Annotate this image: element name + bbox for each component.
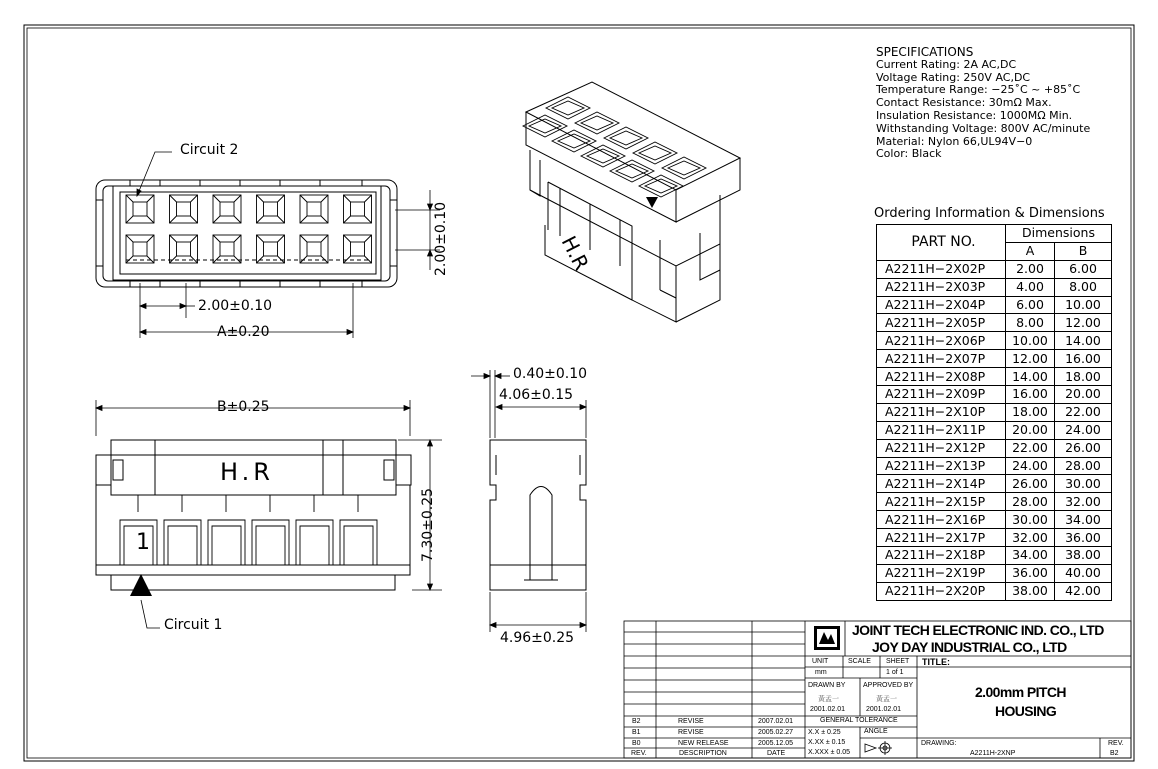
dim-a-cell: 22.00 <box>1006 439 1055 457</box>
cavity <box>126 195 154 223</box>
approved-date: 2001.02.01 <box>866 706 902 713</box>
cavity <box>126 235 154 263</box>
scale-label: SCALE <box>848 658 871 665</box>
general-tolerance: GENERAL TOLERANCE <box>820 717 898 724</box>
front-mark: H.R <box>220 458 274 486</box>
specifications-heading: SPECIFICATIONS <box>876 45 974 59</box>
iso-cavity <box>523 115 567 137</box>
title-label: TITLE: <box>922 657 950 667</box>
part-number-cell: A2211H−2X13P <box>877 457 1006 475</box>
dim-a-cell: 34.00 <box>1006 547 1055 565</box>
ordering-row <box>877 296 1112 314</box>
date-head: DATE <box>767 750 786 757</box>
header-a: A <box>1006 242 1055 260</box>
dim-a-cell: 2.00 <box>1006 260 1055 278</box>
rev-value: B2 <box>1110 750 1119 757</box>
cavity <box>170 235 198 263</box>
cavity <box>344 195 372 223</box>
dim-b-cell: 6.00 <box>1055 260 1112 278</box>
dim-b-cell: 10.00 <box>1055 296 1112 314</box>
ordering-row <box>877 314 1112 332</box>
dim-b-label: B±0.25 <box>217 399 270 415</box>
part-number-cell: A2211H−2X17P <box>877 529 1006 547</box>
cavity <box>300 235 328 263</box>
part-number-cell: A2211H−2X02P <box>877 260 1006 278</box>
part-number-cell: A2211H−2X14P <box>877 475 1006 493</box>
terminal-slot <box>296 495 333 565</box>
circuit-2-label: Circuit 2 <box>180 142 239 158</box>
iso-cavity <box>581 145 625 167</box>
spec-line: Voltage Rating: 250V AC,DC <box>876 70 1031 84</box>
spec-line: Current Rating: 2A AC,DC <box>876 57 1017 71</box>
terminal-slot <box>164 495 201 565</box>
terminal-slot <box>208 495 245 565</box>
part-number-cell: A2211H−2X06P <box>877 332 1006 350</box>
iso-cavity <box>633 142 677 164</box>
part-number-cell: A2211H−2X19P <box>877 564 1006 582</box>
approved-by-label: APPROVED BY <box>863 682 914 689</box>
ordering-row <box>877 511 1112 529</box>
iso-cavity <box>604 127 648 149</box>
ordering-table <box>876 224 1112 601</box>
dim-b-cell: 34.00 <box>1055 511 1112 529</box>
dim-b-cell: 38.00 <box>1055 547 1112 565</box>
revision-date: 2005.02.27 <box>758 729 794 736</box>
dim-a-cell: 26.00 <box>1006 475 1055 493</box>
title-line-1: 2.00mm PITCH <box>975 684 1066 700</box>
pin-width-label: 0.40±0.10 <box>513 366 588 382</box>
spec-line: Contact Resistance: 30mΩ Max. <box>876 96 1052 110</box>
dim-a-cell: 18.00 <box>1006 403 1055 421</box>
revision-description: REVISE <box>678 718 704 725</box>
cavity <box>213 195 241 223</box>
revision-description: NEW RELEASE <box>678 740 729 747</box>
ordering-row <box>877 582 1112 600</box>
dim-a-cell: 38.00 <box>1006 582 1055 600</box>
dim-b-cell: 14.00 <box>1055 332 1112 350</box>
cavity <box>170 195 198 223</box>
drawn-date: 2001.02.01 <box>810 706 846 713</box>
dim-a-cell: 8.00 <box>1006 314 1055 332</box>
revision-code: B1 <box>632 729 641 736</box>
title-line-2: HOUSING <box>995 703 1057 719</box>
dim-b-cell: 8.00 <box>1055 278 1112 296</box>
part-number-cell: A2211H−2X11P <box>877 421 1006 439</box>
top-view <box>96 180 397 287</box>
ordering-row <box>877 475 1112 493</box>
isometric-mark: H.R <box>556 232 594 275</box>
revision-code: B2 <box>632 718 641 725</box>
ordering-row <box>877 493 1112 511</box>
company-name-1: JOINT TECH ELECTRONIC IND. CO., LTD <box>852 622 1104 638</box>
dim-b-cell: 22.00 <box>1055 403 1112 421</box>
isometric-cavities <box>523 97 706 197</box>
unit-label: UNIT <box>812 658 829 665</box>
ordering-title: Ordering Information & Dimensions <box>874 206 1105 221</box>
dim-b-cell: 16.00 <box>1055 350 1112 368</box>
description-head: DESCRIPTION <box>679 750 727 757</box>
dim-a-cell: 10.00 <box>1006 332 1055 350</box>
tolerance-3: X.XXX ± 0.05 <box>808 749 850 756</box>
part-number-cell: A2211H−2X18P <box>877 547 1006 565</box>
approved-by-name: 黃孟一 <box>876 696 897 703</box>
ordering-row <box>877 368 1112 386</box>
company-name-2: JOY DAY INDUSTRIAL CO., LTD <box>872 639 1067 655</box>
drawing-no-label: DRAWING: <box>921 740 957 747</box>
spec-line: Material: Nylon 66,UL94V−0 <box>876 134 1033 148</box>
side-view <box>490 440 586 590</box>
ordering-row <box>877 564 1112 582</box>
isometric-view <box>526 82 740 322</box>
top-view-cavities <box>126 195 372 263</box>
side-view-dimensions <box>471 370 586 632</box>
ordering-row <box>877 350 1112 368</box>
depth-bottom-label: 4.96±0.25 <box>500 630 575 646</box>
specifications <box>876 46 1090 161</box>
header-part-no: PART NO. <box>877 225 1006 261</box>
dim-b-cell: 36.00 <box>1055 529 1112 547</box>
ordering-rows <box>877 260 1112 600</box>
header-dimensions: Dimensions <box>1006 225 1112 243</box>
pitch-h-label: 2.00±0.10 <box>198 298 273 314</box>
ordering-row <box>877 457 1112 475</box>
dim-b-cell: 18.00 <box>1055 368 1112 386</box>
drawn-by-name: 黃孟一 <box>818 696 839 703</box>
pitch-v-label: 2.00±0.10 <box>433 201 449 276</box>
dim-b-cell: 12.00 <box>1055 314 1112 332</box>
company-logo <box>814 626 840 650</box>
dim-a-cell: 16.00 <box>1006 386 1055 404</box>
cavity <box>257 235 285 263</box>
angle-label: ANGLE <box>864 728 888 735</box>
dim-a-cell: 4.00 <box>1006 278 1055 296</box>
height-label: 7.30±0.25 <box>420 487 436 562</box>
revision-code: B0 <box>632 740 641 747</box>
spec-line: Withstanding Voltage: 800V AC/minute <box>876 121 1091 135</box>
part-number-cell: A2211H−2X20P <box>877 582 1006 600</box>
ordering-row <box>877 403 1112 421</box>
cavity <box>213 235 241 263</box>
spec-line: Insulation Resistance: 1000MΩ Min. <box>876 108 1073 122</box>
part-number-cell: A2211H−2X12P <box>877 439 1006 457</box>
projection-symbol <box>865 741 892 755</box>
part-number-cell: A2211H−2X08P <box>877 368 1006 386</box>
dim-a-cell: 6.00 <box>1006 296 1055 314</box>
drawn-by-label: DRAWN BY <box>808 682 846 689</box>
dim-a-cell: 14.00 <box>1006 368 1055 386</box>
terminal-slot <box>340 495 377 565</box>
part-number-cell: A2211H−2X15P <box>877 493 1006 511</box>
part-number-cell: A2211H−2X04P <box>877 296 1006 314</box>
circuit-1-label: Circuit 1 <box>164 617 223 633</box>
pin-one-marker <box>130 574 152 596</box>
revision-date: 2005.12.05 <box>758 740 794 747</box>
ordering-row <box>877 529 1112 547</box>
part-number-cell: A2211H−2X09P <box>877 386 1006 404</box>
cavity <box>257 195 285 223</box>
iso-cavity <box>575 112 619 134</box>
dim-a-label: A±0.20 <box>217 324 270 340</box>
isometric-pin-marker <box>646 197 658 208</box>
revision-date: 2007.02.01 <box>758 718 794 725</box>
dim-a-cell: 36.00 <box>1006 564 1055 582</box>
part-number-cell: A2211H−2X03P <box>877 278 1006 296</box>
dim-a-cell: 32.00 <box>1006 529 1055 547</box>
iso-cavity <box>610 160 654 182</box>
spec-line: Temperature Range: −25˚C ~ +85˚C <box>876 83 1081 97</box>
ordering-row <box>877 260 1112 278</box>
dim-b-cell: 26.00 <box>1055 439 1112 457</box>
dim-b-cell: 42.00 <box>1055 582 1112 600</box>
iso-cavity <box>662 157 706 179</box>
ordering-row <box>877 386 1112 404</box>
ordering-row <box>877 439 1112 457</box>
unit-value: mm <box>815 669 827 676</box>
dim-a-cell: 20.00 <box>1006 421 1055 439</box>
dim-b-cell: 32.00 <box>1055 493 1112 511</box>
part-number-cell: A2211H−2X05P <box>877 314 1006 332</box>
terminal-slot <box>252 495 289 565</box>
header-b: B <box>1055 242 1112 260</box>
front-view-slots <box>120 495 377 565</box>
spec-line: Color: Black <box>876 147 942 161</box>
cavity <box>300 195 328 223</box>
dim-b-cell: 40.00 <box>1055 564 1112 582</box>
ordering-row <box>877 547 1112 565</box>
drawing-no: A2211H-2XNP <box>970 750 1016 757</box>
sheet-value: 1 of 1 <box>886 669 904 676</box>
cavity <box>344 235 372 263</box>
ordering-row <box>877 332 1112 350</box>
rev-head: REV. <box>631 750 647 757</box>
dim-b-cell: 20.00 <box>1055 386 1112 404</box>
part-number-cell: A2211H−2X16P <box>877 511 1006 529</box>
pin-one-label: 1 <box>136 530 150 555</box>
dim-b-cell: 28.00 <box>1055 457 1112 475</box>
dim-a-cell: 30.00 <box>1006 511 1055 529</box>
depth-top-label: 4.06±0.15 <box>499 387 574 403</box>
dim-a-cell: 28.00 <box>1006 493 1055 511</box>
dim-b-cell: 30.00 <box>1055 475 1112 493</box>
part-number-cell: A2211H−2X07P <box>877 350 1006 368</box>
dim-a-cell: 12.00 <box>1006 350 1055 368</box>
part-number-cell: A2211H−2X10P <box>877 403 1006 421</box>
rev-label: REV. <box>1108 740 1124 747</box>
ordering-row <box>877 421 1112 439</box>
revision-description: REVISE <box>678 729 704 736</box>
sheet-label: SHEET <box>886 658 910 665</box>
iso-cavity <box>552 130 596 152</box>
ordering-row <box>877 278 1112 296</box>
tolerance-1: X.X ± 0.25 <box>808 729 841 736</box>
dim-b-cell: 24.00 <box>1055 421 1112 439</box>
tolerance-2: X.XX ± 0.15 <box>808 739 846 746</box>
dim-a-cell: 24.00 <box>1006 457 1055 475</box>
